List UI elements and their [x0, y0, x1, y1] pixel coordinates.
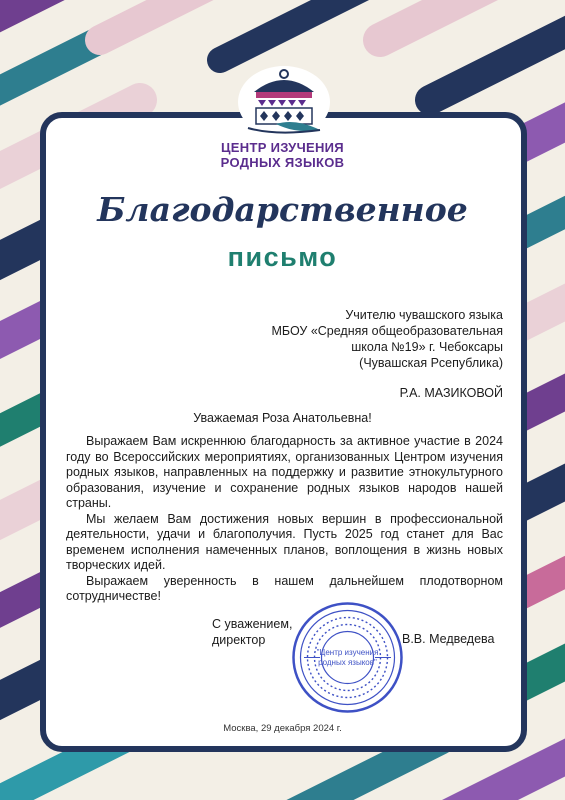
stamp-text-line1: "Центр изучения: [316, 648, 379, 657]
stamp-text-line2: родных языков": [318, 658, 377, 667]
yurt-logo-icon: [236, 62, 332, 140]
organization-name: [190, 140, 375, 170]
signature-position: директор: [212, 633, 266, 647]
place-and-date: Москва, 29 декабря 2024 г.: [223, 723, 342, 734]
signature-closing: С уважением,: [212, 617, 293, 631]
letter-subtitle: письмо: [227, 242, 338, 272]
recipient-line: Учителю чувашского языка: [345, 308, 503, 322]
signature-block: [212, 616, 292, 648]
letter-body: [66, 434, 503, 605]
recipient-line: школа №19» г. Чебоксары: [351, 340, 503, 354]
organization-name-line1: ЦЕНТР ИЗУЧЕНИЯ: [221, 140, 344, 155]
signature-name: В.В. Медведева: [402, 632, 495, 646]
body-paragraph: Выражаем Вам искреннюю благодарность за активное участие в 2024 году во Всероссийских мероприятиях, организованных Центром изучения родных языков, направленных на поддержку и развитие этнокультурного образования, изучение и сохранение родных языков народов нашей страны.: [66, 434, 503, 510]
body-paragraph: Выражаем уверенность в нашем дальнейшем плодотворном сотрудничестве!: [66, 573, 503, 603]
recipient-line: (Чувашская Рсепублика): [359, 356, 503, 370]
organization-name-line2: РОДНЫХ ЯЗЫКОВ: [220, 155, 345, 170]
recipient-block: [203, 307, 503, 371]
official-stamp-icon: [290, 600, 405, 715]
greeting: Уважаемая Роза Анатольевна!: [193, 411, 372, 425]
recipient-line: МБОУ «Средняя общеобразовательная: [271, 324, 503, 338]
recipient-name: Р.А. МАЗИКОВОЙ: [399, 386, 503, 400]
letter-title: Благодарственное: [97, 190, 468, 229]
body-paragraph: Мы желаем Вам достижения новых вершин в профессиональной деятельности, удачи и благополучия. Пусть 2025 год станет для Вас временем исполнения намеченных планов, воплощения в жизнь новых творческих идей.: [66, 511, 503, 572]
